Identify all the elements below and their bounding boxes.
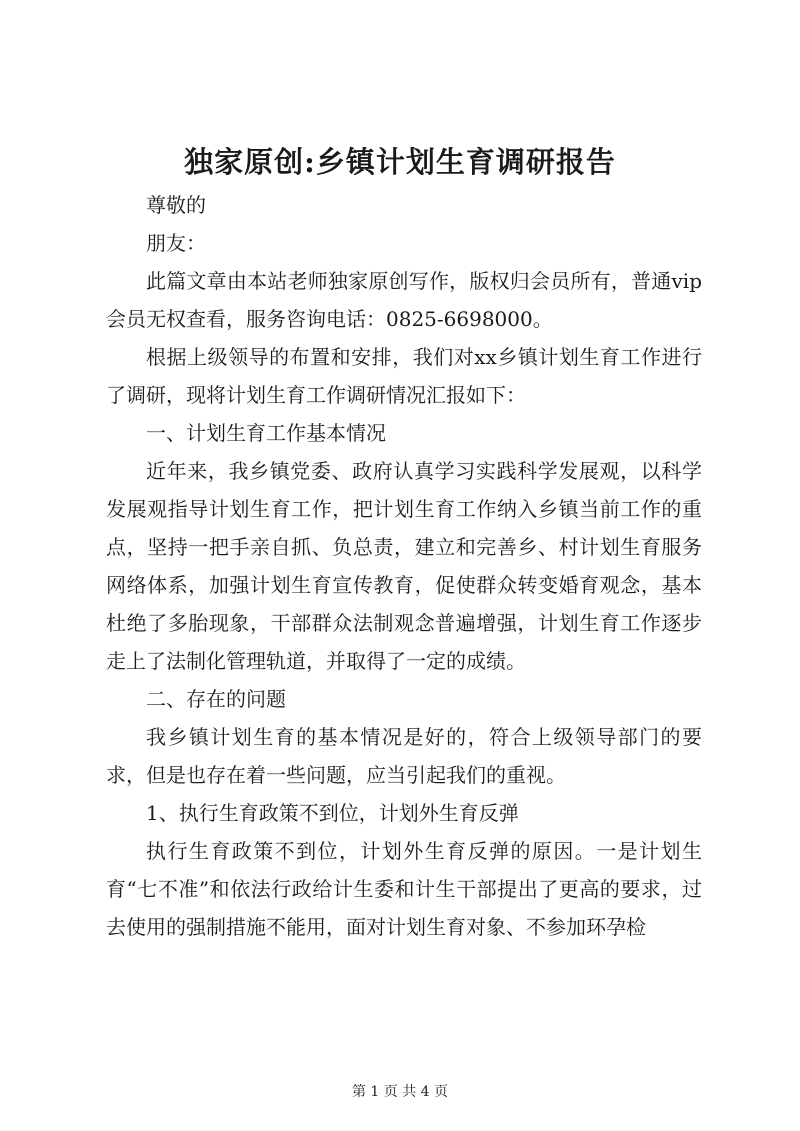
subsection-heading-1: 1、执行生育政策不到位，计划外生育反弹 <box>146 801 519 825</box>
body-paragraph: 执行生育政策不到位，计划外生育反弹的原因。一是计划生育“七不准”和依法行政给计生委和计生干部提出了更高的要求，过去使用的强制措施不能用，面对计划生育对象、不参加环孕检 <box>106 839 702 939</box>
page-number-footer: 第 1 页 共 4 页 <box>351 1084 449 1100</box>
salutation-line-1: 尊敬的 <box>146 193 206 217</box>
body-paragraph: 近年来，我乡镇党委、政府认真学习实践科学发展观，以科学发展观指导计划生育工作，把计划生育工作纳入乡镇当前工作的重点，坚持一把手亲自抓、负总责，建立和完善乡、村计划生育服务网络体系，加强计划生育宣传教育，促使群众转变婚育观念，基本杜绝了多胎现象，干部群众法制观念普遍增强，计划生育工作逐步走上了法制化管理轨道，并取得了一定的成绩。 <box>106 459 702 673</box>
section-heading-2: 二、存在的问题 <box>146 687 286 711</box>
section-heading-1: 一、计划生育工作基本情况 <box>146 421 386 445</box>
document-body <box>106 186 702 946</box>
document-title: 独家原创:乡镇计划生育调研报告 <box>184 145 616 179</box>
copyright-notice: 此篇文章由本站老师独家原创写作，版权归会员所有，普通vip会员无权查看，服务咨询电话：0825-6698000。 <box>106 269 702 331</box>
intro-paragraph: 根据上级领导的布置和安排，我们对xx乡镇计划生育工作进行了调研，现将计划生育工作调研情况汇报如下： <box>106 345 702 407</box>
body-paragraph: 我乡镇计划生育的基本情况是好的，符合上级领导部门的要求，但是也存在着一些问题，应当引起我们的重视。 <box>106 725 702 787</box>
salutation-line-2: 朋友： <box>146 231 206 255</box>
